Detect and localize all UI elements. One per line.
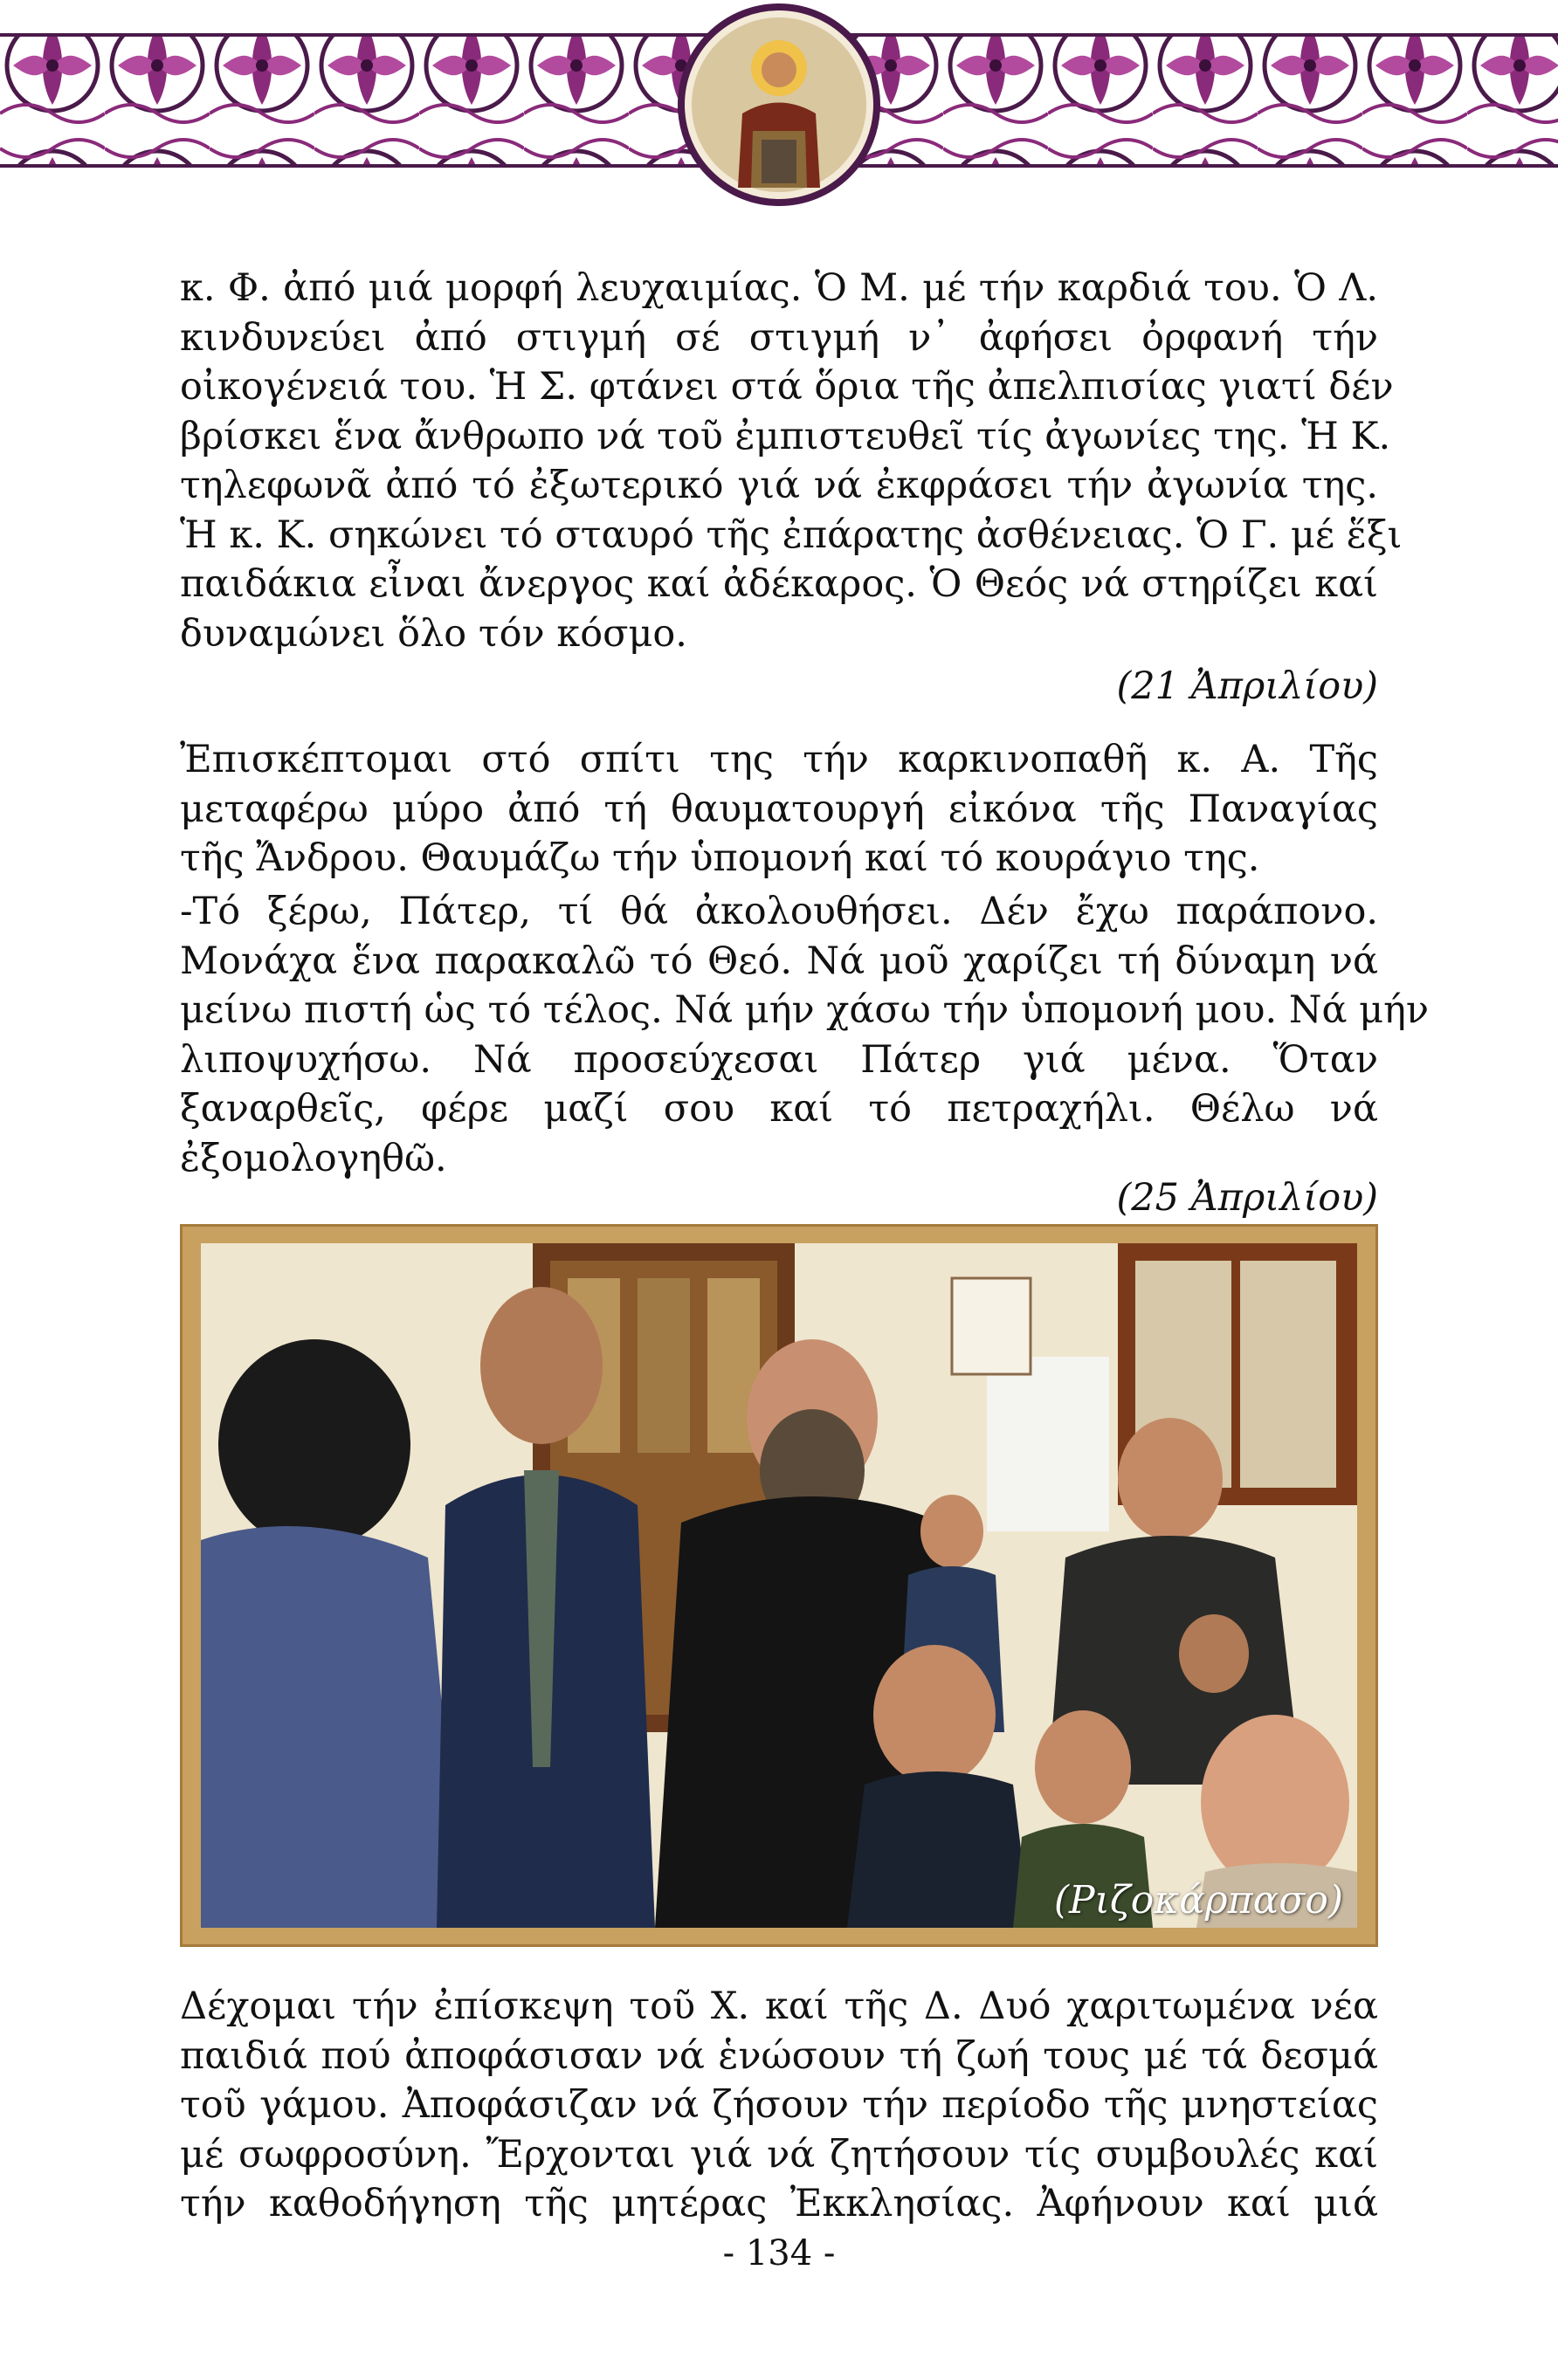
text-line: Ἐπισκέπτομαι στό σπίτι της τήν καρκινοπαθῆ κ. Α. Τῆς — [180, 738, 1378, 781]
text-line: λιποψυχήσω. Νά προσεύχεσαι Πάτερ γιά μένα. Ὅταν — [180, 1037, 1378, 1082]
text-line: τοῦ γάμου. Ἀποφάσιζαν νά ζήσουν τήν περίοδο τῆς μνηστείας — [180, 2083, 1378, 2127]
text-line: οἰκογένειά του. Ἡ Σ. φτάνει στά ὅρια τῆς ἀπελπισίας γιατί δέν — [180, 365, 1394, 409]
page-number: - 134 - — [722, 2233, 836, 2273]
text-line: τήν καθοδήγηση τῆς μητέρας Ἐκκλησίας. Ἀφήνουν καί μιά — [180, 2182, 1378, 2225]
paragraph-quote — [180, 887, 1430, 1183]
text-line: ξαναρθεῖς, φέρε μαζί σου καί τό πετραχήλι. Θέλω νά — [180, 1087, 1378, 1131]
text-line: τηλεφωνᾶ ἀπό τό ἐξωτερικό γιά νά ἐκφράσει τήν ἀγωνία της. — [180, 464, 1378, 507]
decorative-header-banner — [0, 0, 1558, 210]
date-april-21: (21 Ἀπριλίου) — [1116, 664, 1378, 708]
group-photo — [201, 1243, 1357, 1928]
saint-icon-medallion — [681, 7, 877, 203]
text-line: μέ σωφροσύνη. Ἔρχονται γιά νά ζητήσουν τίς συμβουλές καί — [180, 2132, 1378, 2177]
photo-caption: (Ριζοκάρπασο) — [1053, 1878, 1343, 1923]
text-line: παιδάκια εἶναι ἄνεργος καί ἀδέκαρος. Ὁ Θεός νά στηρίζει καί — [180, 562, 1378, 606]
paragraph-visit — [180, 735, 1378, 884]
text-line: τῆς Ἄνδρου. Θαυμάζω τήν ὑπομονή καί τό κουράγιο της. — [180, 836, 1260, 880]
text-line: ἐξομολογηθῶ. — [180, 1136, 447, 1180]
text-line: Δέχομαι τήν ἐπίσκεψη τοῦ Χ. καί τῆς Δ. Δυό χαριτωμένα νέα — [180, 1984, 1378, 2028]
text-line: παιδιά πού ἀποφάσισαν νά ἑνώσουν τή ζωή τους μέ τά δεσμά — [180, 2033, 1378, 2078]
text-line: -Τό ξέρω, Πάτερ, τί θά ἀκολουθήσει. Δέν ἔχω παράπονο. — [180, 890, 1378, 933]
photo-frame — [180, 1224, 1378, 1947]
text-line: Ἡ κ. Κ. σηκώνει τό σταυρό τῆς ἐπάρατης ἀσθένειας. Ὁ Γ. μέ ἕξι — [180, 512, 1403, 557]
text-line: μεταφέρω μύρο ἀπό τή θαυματουργή εἰκόνα τῆς Παναγίας — [180, 787, 1378, 831]
text-line: δυναμώνει ὅλο τόν κόσμο. — [180, 611, 687, 656]
date-april-25: (25 Ἀπριλίου) — [1116, 1176, 1378, 1220]
text-line: κ. Φ. ἀπό μιά μορφή λευχαιμίας. Ὁ Μ. μέ τήν καρδιά του. Ὁ Λ. — [180, 266, 1378, 310]
text-line: Μονάχα ἕνα παρακαλῶ τό Θεό. Νά μοῦ χαρίζει τή δύναμη νά — [180, 939, 1378, 983]
paragraph-intro — [180, 264, 1403, 658]
text-line: κινδυνεύει ἀπό στιγμή σέ στιγμή ν᾽ ἀφήσει ὀρφανή τήν — [180, 315, 1378, 360]
text-line: μείνω πιστή ὡς τό τέλος. Νά μήν χάσω τήν ὑπομονή μου. Νά μήν — [180, 988, 1430, 1032]
paragraph-engaged-couple — [180, 1982, 1378, 2229]
text-line: βρίσκει ἕνα ἄνθρωπο νά τοῦ ἐμπιστευθεῖ τίς ἀγωνίες της. Ἡ Κ. — [180, 414, 1391, 458]
